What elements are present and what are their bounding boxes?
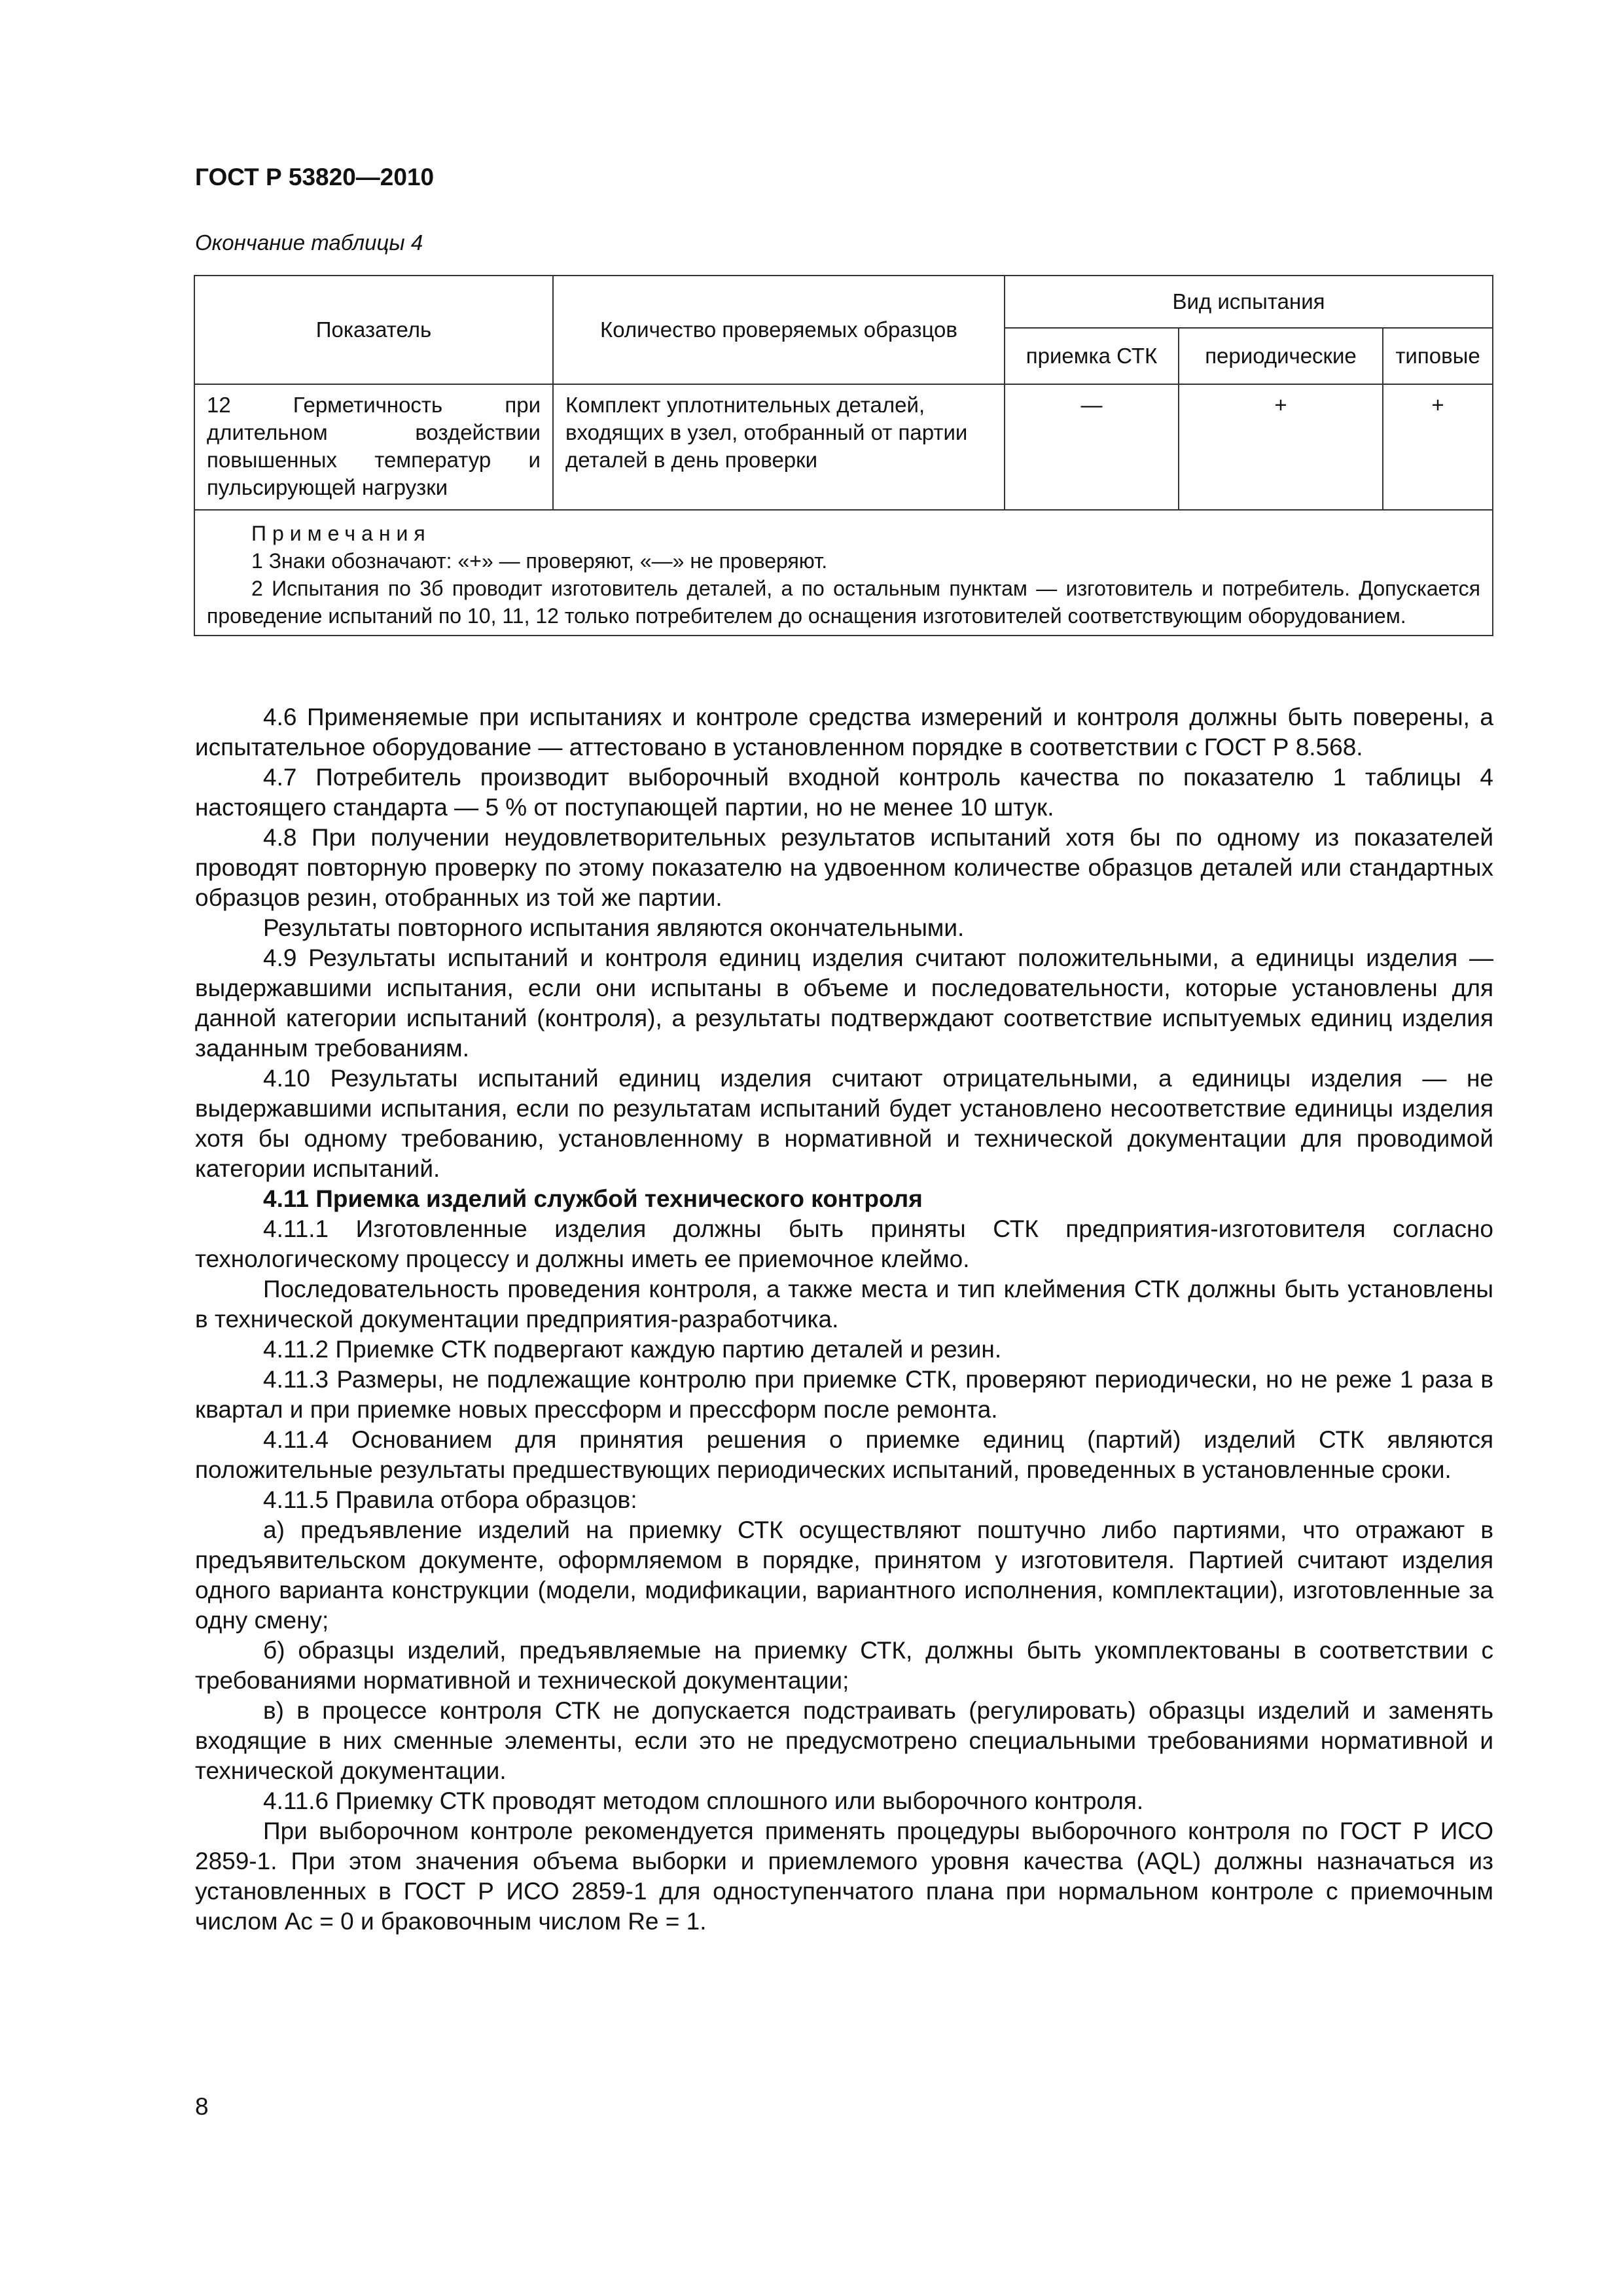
- table-caption: Окончание таблицы 4: [195, 230, 423, 255]
- paragraph: 4.6 Применяемые при испытаниях и контроле средства измерений и контроля должны быть поверены, а испытательное оборудование — аттестовано в установленном порядке в соответствии с ГОСТ Р 8.568.: [195, 704, 1493, 761]
- col-header-samples: Количество проверяемых образцов: [553, 276, 1005, 384]
- paragraph: 4.9 Результаты испытаний и контроля единиц изделия считают положительными, а единицы изделия — выдержавшими испытания, если они испытаны в объеме и последовательности, которые установлены для данной категории испытаний (контроля), а результаты подтверждают соответствие испытуемых единиц изделия заданным требованиям.: [195, 944, 1493, 1062]
- page-number: 8: [195, 2093, 209, 2120]
- paragraph: Результаты повторного испытания являются окончательными.: [263, 914, 965, 941]
- paragraph: 4.10 Результаты испытаний единиц изделия считают отрицательными, а единицы изделия — не выдержавшими испытания, если по результатам испытаний будет установлено несоответствие единицы изделия хотя бы одному требованию, установленному в нормативной и технической документации для проводимой категории испытаний.: [195, 1065, 1493, 1182]
- cell-samples: Комплект уплотнительных деталей, входящих в узел, отобранный от партии деталей в день проверки: [553, 384, 1005, 510]
- paragraph: 4.11.1 Изготовленные изделия должны быть приняты СТК предприятия-изготовителя согласно технологическому процессу и должны иметь ее приемочное клеймо.: [195, 1215, 1493, 1272]
- list-item: б) образцы изделий, предъявляемые на приемку СТК, должны быть укомплектованы в соответствии с требованиями нормативной и технической документации;: [195, 1637, 1493, 1694]
- paragraph: 4.11.4 Основанием для принятия решения о приемке единиц (партий) изделий СТК являются положительные результаты предшествующих периодических испытаний, проведенных в установленные сроки.: [195, 1426, 1493, 1483]
- paragraph: 4.11.5 Правила отбора образцов:: [263, 1486, 637, 1513]
- paragraph: 4.11.3 Размеры, не подлежащие контролю при приемке СТК, проверяют периодически, но не реже 1 раза в квартал и при приемке новых прессформ и прессформ после ремонта.: [195, 1366, 1493, 1423]
- col-header-test-type: Вид испытания: [1005, 276, 1493, 328]
- paragraph: 4.7 Потребитель производит выборочный входной контроль качества по показателю 1 таблицы 4 настоящего стандарта — 5 % от поступающей партии, но не менее 10 штук.: [195, 764, 1493, 821]
- table-row: [194, 384, 1493, 510]
- note-item: 2 Испытания по 3б проводит изготовитель деталей, а по остальным пунктам — изготовитель и потребитель. Допускается проведение испытаний по 10, 11, 12 только потребителем до оснащения изготовителей соответствующим оборудованием.: [207, 577, 1480, 628]
- col-header-periodic: периодические: [1179, 328, 1383, 384]
- paragraph: 4.11.6 Приемку СТК проводят методом сплошного или выборочного контроля.: [263, 1787, 1144, 1814]
- notes-row: [194, 510, 1493, 636]
- cell-periodic: +: [1179, 384, 1383, 510]
- paragraph: Последовательность проведения контроля, а также места и тип клеймения СТК должны быть установлены в технической документации предприятия-разработчика.: [195, 1276, 1493, 1333]
- paragraph: При выборочном контроле рекомендуется применять процедуры выборочного контроля по ГОСТ Р ИСО 2859-1. При этом значения объема выборки и приемлемого уровня качества (AQL) должны назначаться из установленных в ГОСТ Р ИСО 2859-1 для одноступенчатого плана при нормальном контроле с приемочным числом Ac = 0 и браковочным числом Re = 1.: [195, 1818, 1493, 1935]
- body-text: [195, 702, 1493, 1937]
- col-header-type: типовые: [1383, 328, 1493, 384]
- notes-title: Примечания: [251, 522, 431, 545]
- cell-indicator: 12 Герметичность при длительном воздействии повышенных температур и пульсирующей нагрузки: [194, 384, 553, 510]
- table-4: [194, 275, 1493, 636]
- col-header-indicator: Показатель: [194, 276, 553, 384]
- paragraph: 4.11.2 Приемке СТК подвергают каждую партию деталей и резин.: [263, 1336, 1002, 1363]
- section-heading: 4.11 Приемка изделий службой технического контроля: [263, 1185, 923, 1212]
- note-item: 1 Знаки обозначают: «+» — проверяют, «—» не проверяют.: [251, 549, 828, 573]
- list-item: в) в процессе контроля СТК не допускается подстраивать (регулировать) образцы изделий и заменять входящие в них сменные элементы, если это не предусмотрено специальными требованиями нормативной и технической документации.: [195, 1697, 1493, 1784]
- cell-acceptance: —: [1005, 384, 1179, 510]
- cell-type: +: [1383, 384, 1493, 510]
- list-item: а) предъявление изделий на приемку СТК осуществляют поштучно либо партиями, что отражают в предъявительском документе, оформляемом в порядке, принятом у изготовителя. Партией считают изделия одного варианта конструкции (модели, модификации, вариантного исполнения, комплектации), изготовленные за одну смену;: [195, 1516, 1493, 1634]
- col-header-acceptance: приемка СТК: [1005, 328, 1179, 384]
- notes-cell: [194, 510, 1493, 636]
- document-header-title: ГОСТ Р 53820—2010: [195, 164, 435, 190]
- paragraph: 4.8 При получении неудовлетворительных результатов испытаний хотя бы по одному из показателей проводят повторную проверку по этому показателю на удвоенном количестве образцов деталей или стандартных образцов резин, отобранных из той же партии.: [195, 824, 1493, 911]
